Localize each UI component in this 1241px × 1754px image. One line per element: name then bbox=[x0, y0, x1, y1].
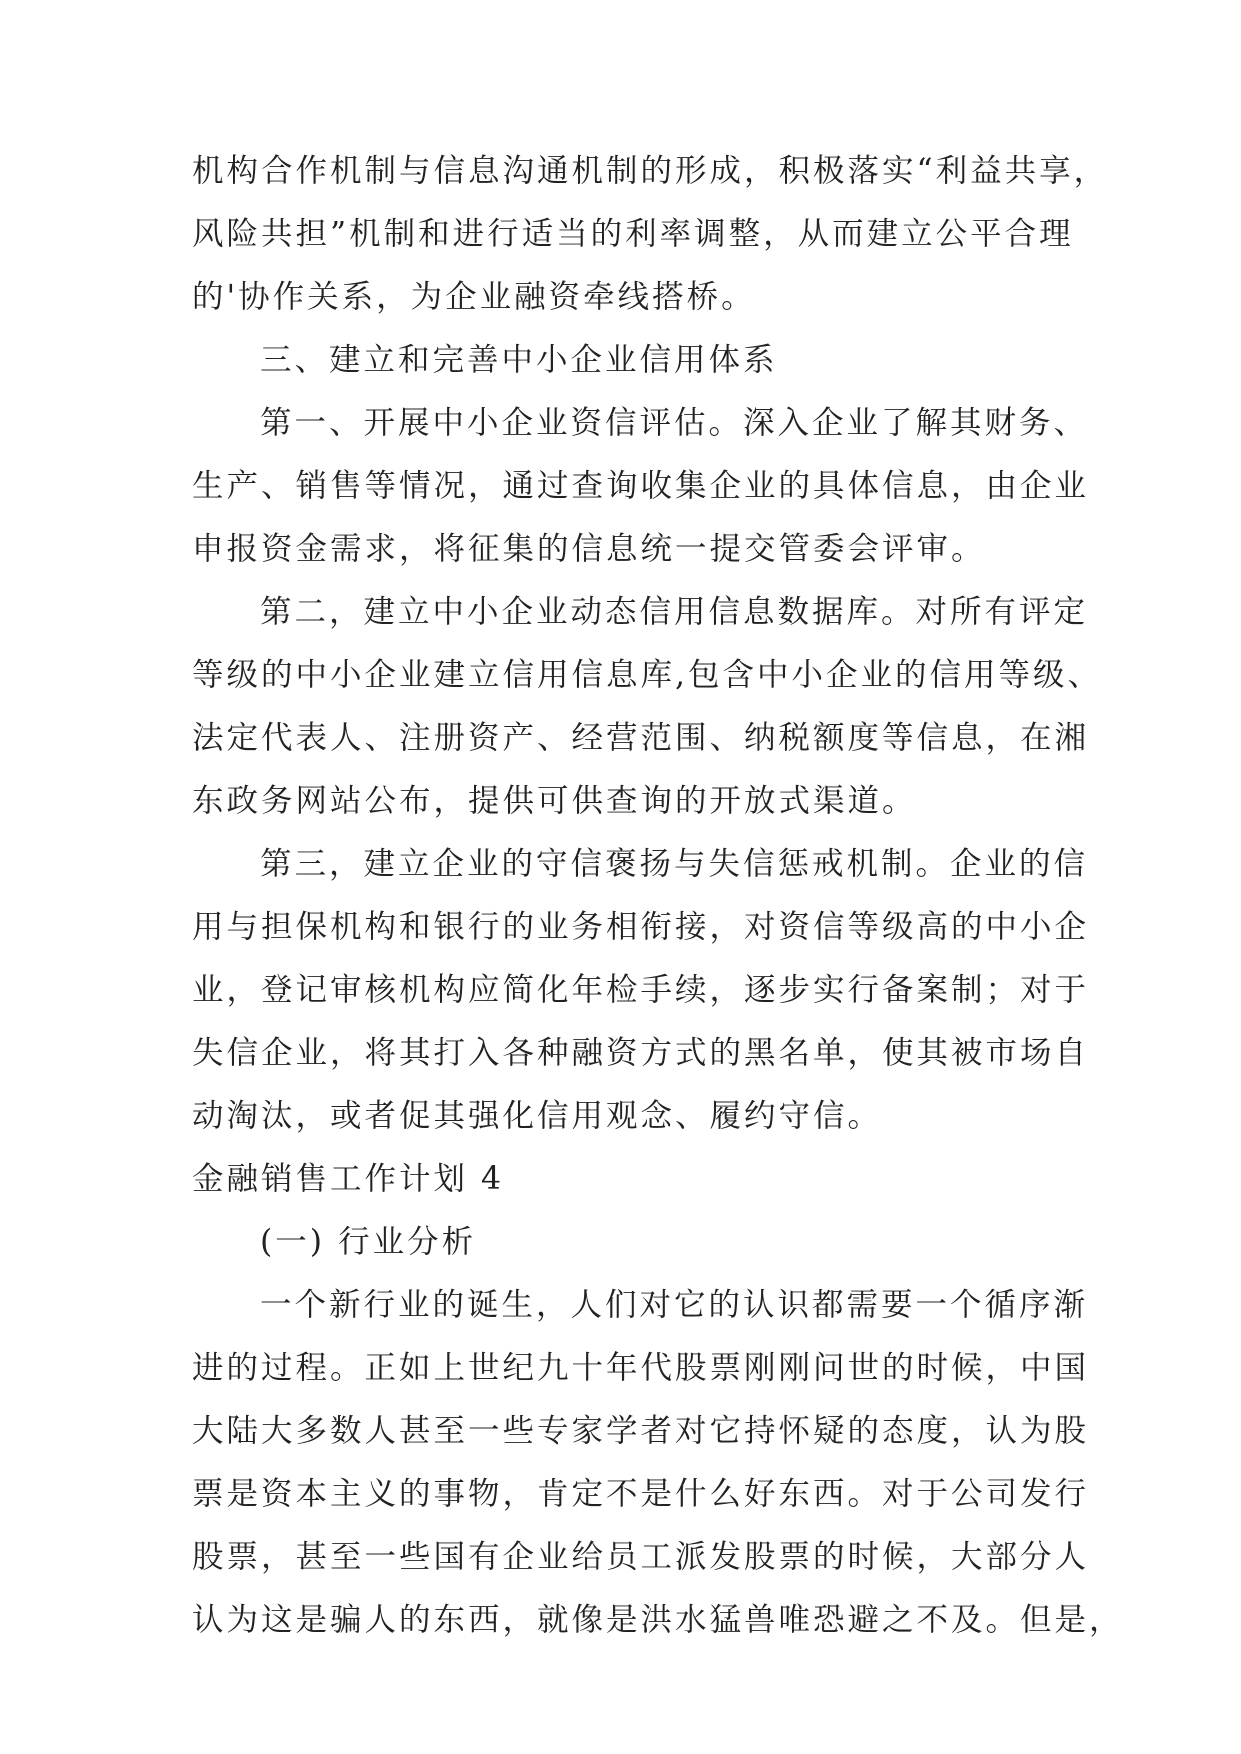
body-line: 股票，甚至一些国有企业给员工派发股票的时候，大部分人 bbox=[192, 1539, 1090, 1575]
body-line: 第二，建立中小企业动态信用信息数据库。对所有评定 bbox=[260, 594, 1089, 630]
document-title: 金融销售工作计划 4 bbox=[192, 1161, 505, 1197]
body-line: 的'协作关系，为企业融资牵线搭桥。 bbox=[192, 279, 756, 315]
body-line: 票是资本主义的事物，肯定不是什么好东西。对于公司发行 bbox=[192, 1476, 1090, 1512]
document-body bbox=[192, 140, 1124, 1652]
body-line: 用与担保机构和银行的业务相衔接，对资信等级高的中小企 bbox=[192, 909, 1090, 945]
body-line: 进的过程。正如上世纪九十年代股票刚刚问世的时候，中国 bbox=[192, 1350, 1090, 1386]
body-line: 一个新行业的诞生，人们对它的认识都需要一个循序渐 bbox=[260, 1287, 1089, 1323]
body-line: 等级的中小企业建立信用信息库,包含中小企业的信用等级、 bbox=[192, 657, 1103, 693]
body-line: 机构合作机制与信息沟通机制的形成，积极落实“利益共享， bbox=[192, 153, 1109, 189]
subsection-heading: (一) 行业分析 bbox=[260, 1224, 477, 1260]
body-line: 失信企业，将其打入各种融资方式的黑名单，使其被市场自 bbox=[192, 1035, 1090, 1071]
body-line: 业，登记审核机构应简化年检手续，逐步实行备案制；对于 bbox=[192, 972, 1090, 1008]
body-line: 第三，建立企业的守信褒扬与失信惩戒机制。企业的信 bbox=[260, 846, 1089, 882]
body-line: 申报资金需求，将征集的信息统一提交管委会评审。 bbox=[192, 531, 986, 567]
body-line: 风险共担”机制和进行适当的利率调整，从而建立公平合理 bbox=[192, 216, 1074, 252]
body-line: 东政务网站公布，提供可供查询的开放式渠道。 bbox=[192, 783, 917, 819]
body-line: 认为这是骗人的东西，就像是洪水猛兽唯恐避之不及。但是， bbox=[192, 1602, 1124, 1638]
body-line: 第一、开展中小企业资信评估。深入企业了解其财务、 bbox=[260, 405, 1089, 441]
body-line: 动淘汰，或者促其强化信用观念、履约守信。 bbox=[192, 1098, 883, 1134]
section-heading: 三、建立和完善中小企业信用体系 bbox=[260, 342, 778, 378]
body-line: 法定代表人、注册资产、经营范围、纳税额度等信息，在湘 bbox=[192, 720, 1090, 756]
body-line: 生产、销售等情况，通过查询收集企业的具体信息，由企业 bbox=[192, 468, 1090, 504]
body-line: 大陆大多数人甚至一些专家学者对它持怀疑的态度，认为股 bbox=[192, 1413, 1090, 1449]
